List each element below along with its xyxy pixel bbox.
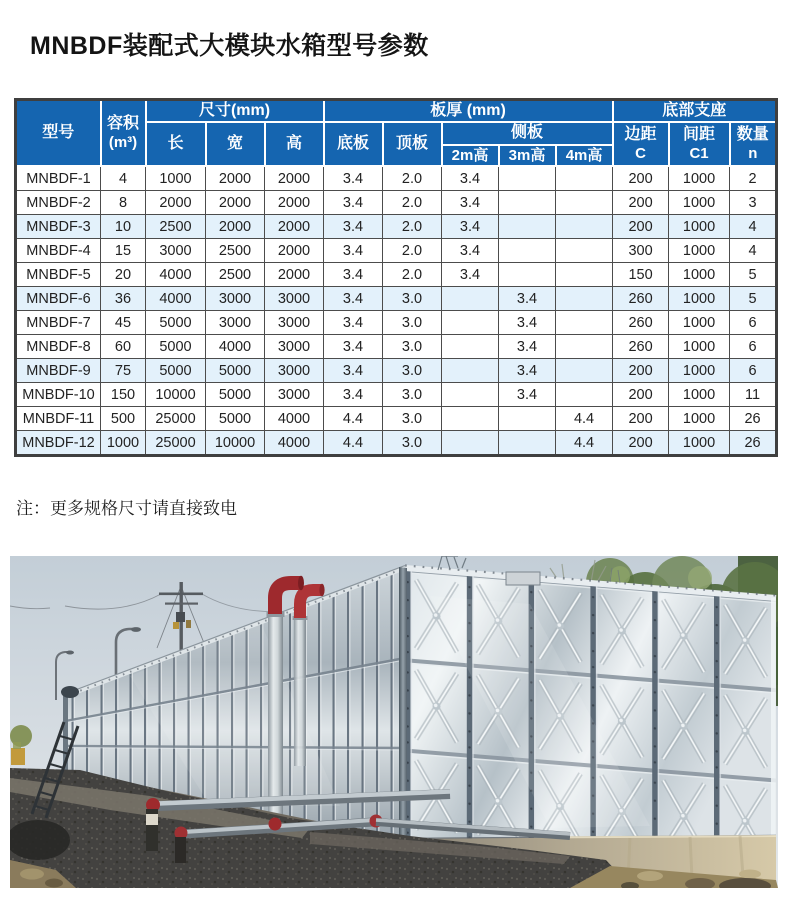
table-cell: 4000 <box>206 335 265 359</box>
group-side-plate: 侧板 <box>442 122 613 144</box>
table-cell: 3.0 <box>383 431 442 456</box>
table-cell: 3.0 <box>383 335 442 359</box>
table-cell: 4000 <box>146 287 206 311</box>
table-cell: 4000 <box>265 407 324 431</box>
table-cell: 3.4 <box>499 335 556 359</box>
table-cell: 3.4 <box>499 359 556 383</box>
group-thickness: 板厚 (mm) <box>324 100 613 123</box>
table-cell: 3000 <box>206 287 265 311</box>
table-cell: 3.4 <box>442 166 499 191</box>
table-cell: MNBDF-4 <box>16 239 101 263</box>
col-spacing-c1: 间距 C1 <box>669 122 730 166</box>
table-cell: 6 <box>730 335 777 359</box>
table-cell: 4 <box>730 239 777 263</box>
table-cell: 1000 <box>669 311 730 335</box>
table-cell <box>442 311 499 335</box>
note: 注：更多规格尺寸请直接致电 <box>16 499 237 518</box>
table-cell: 2500 <box>146 215 206 239</box>
table-cell: 3.4 <box>324 263 383 287</box>
table-cell: 300 <box>613 239 669 263</box>
table-cell: 1000 <box>669 215 730 239</box>
table-cell: 1000 <box>669 335 730 359</box>
table-cell: 3.4 <box>324 383 383 407</box>
table-cell: 4 <box>101 166 146 191</box>
table-cell <box>556 335 613 359</box>
col-length: 长 <box>146 122 206 166</box>
table-cell <box>442 431 499 456</box>
table-cell: 4 <box>730 215 777 239</box>
col-model: 型号 <box>16 100 101 167</box>
table-cell: 3.4 <box>324 311 383 335</box>
table-cell: 5 <box>730 287 777 311</box>
table-cell: 36 <box>101 287 146 311</box>
table-cell: 2000 <box>265 263 324 287</box>
table-cell: 2 <box>730 166 777 191</box>
table-cell: 2500 <box>206 263 265 287</box>
table-cell: 3000 <box>146 239 206 263</box>
table-cell: 3.4 <box>324 287 383 311</box>
table-cell: 3.0 <box>383 407 442 431</box>
table-cell <box>556 311 613 335</box>
table-cell: 2500 <box>206 239 265 263</box>
table-cell: 5000 <box>206 407 265 431</box>
table-cell: 15 <box>101 239 146 263</box>
table-cell <box>556 263 613 287</box>
table-cell: 10000 <box>206 431 265 456</box>
table-cell <box>442 359 499 383</box>
table-cell: 2000 <box>265 239 324 263</box>
table-cell: 3.4 <box>324 215 383 239</box>
table-cell: 3.4 <box>442 239 499 263</box>
table-header <box>16 100 777 167</box>
table-cell: 5000 <box>146 311 206 335</box>
table-row <box>16 239 777 263</box>
table-row <box>16 166 777 191</box>
spec-table <box>14 98 778 457</box>
col-bottom-plate: 底板 <box>324 122 383 166</box>
table-cell: 2000 <box>206 166 265 191</box>
table-cell: MNBDF-6 <box>16 287 101 311</box>
table-cell: 200 <box>613 191 669 215</box>
table-cell: 1000 <box>669 359 730 383</box>
table-cell: 3000 <box>265 383 324 407</box>
table-row <box>16 407 777 431</box>
table-cell: MNBDF-2 <box>16 191 101 215</box>
product-photo <box>10 556 778 888</box>
col-side-3m: 3m高 <box>499 145 556 166</box>
table-cell: 3.4 <box>324 191 383 215</box>
table-body <box>16 166 777 456</box>
table-cell: MNBDF-5 <box>16 263 101 287</box>
table-cell <box>499 407 556 431</box>
table-cell: 3.4 <box>324 335 383 359</box>
table-cell: 5000 <box>146 359 206 383</box>
col-width: 宽 <box>206 122 265 166</box>
table-cell: 200 <box>613 383 669 407</box>
table-cell: 1000 <box>669 287 730 311</box>
table-cell: 3.4 <box>324 239 383 263</box>
table-row <box>16 335 777 359</box>
table-cell: 2000 <box>146 191 206 215</box>
table-cell: MNBDF-12 <box>16 431 101 456</box>
table-cell: 200 <box>613 407 669 431</box>
page-title: MNBDF装配式大模块水箱型号参数 <box>30 32 429 60</box>
table-row <box>16 263 777 287</box>
table-cell: MNBDF-11 <box>16 407 101 431</box>
table-cell: 1000 <box>101 431 146 456</box>
table-cell: 2.0 <box>383 166 442 191</box>
group-size: 尺寸(mm) <box>146 100 324 123</box>
table-cell <box>442 407 499 431</box>
table-cell: 2000 <box>265 191 324 215</box>
col-edge-c: 边距 C <box>613 122 669 166</box>
table-row <box>16 359 777 383</box>
table-cell: 1000 <box>669 166 730 191</box>
table-cell: 1000 <box>669 191 730 215</box>
table-cell: 5 <box>730 263 777 287</box>
table-cell: 2.0 <box>383 239 442 263</box>
table-cell: MNBDF-8 <box>16 335 101 359</box>
table-cell: 3.4 <box>324 166 383 191</box>
table-cell: 3000 <box>265 287 324 311</box>
table-cell: 5000 <box>206 359 265 383</box>
table-cell: MNBDF-7 <box>16 311 101 335</box>
table-cell: 60 <box>101 335 146 359</box>
table-cell: 2.0 <box>383 263 442 287</box>
table-row <box>16 191 777 215</box>
table-cell <box>499 239 556 263</box>
table-cell: 4.4 <box>324 431 383 456</box>
table-cell: 3.4 <box>324 359 383 383</box>
table-cell: 4.4 <box>556 407 613 431</box>
table-cell <box>442 287 499 311</box>
table-cell <box>442 335 499 359</box>
water-tank-photo-illustration <box>10 556 778 888</box>
col-count-n: 数量 n <box>730 122 777 166</box>
col-top-plate: 顶板 <box>383 122 442 166</box>
table-row <box>16 287 777 311</box>
table-cell: 11 <box>730 383 777 407</box>
table-cell: 1000 <box>669 383 730 407</box>
table-cell <box>499 431 556 456</box>
table-cell: 75 <box>101 359 146 383</box>
table-cell: 3.4 <box>499 287 556 311</box>
table-cell: 3000 <box>265 359 324 383</box>
table-cell <box>499 263 556 287</box>
table-cell: 3.0 <box>383 311 442 335</box>
table-cell: 1000 <box>669 407 730 431</box>
table-cell: 2.0 <box>383 215 442 239</box>
table-cell: 3.0 <box>383 359 442 383</box>
table-cell <box>556 359 613 383</box>
table-cell: 4000 <box>265 431 324 456</box>
table-cell <box>556 191 613 215</box>
table-cell: 260 <box>613 287 669 311</box>
table-cell: 3.4 <box>442 215 499 239</box>
table-cell: 3000 <box>265 335 324 359</box>
table-cell: 3.0 <box>383 383 442 407</box>
table-cell <box>499 215 556 239</box>
table-cell <box>556 166 613 191</box>
table-cell <box>556 383 613 407</box>
table-cell: 3.4 <box>442 263 499 287</box>
col-side-4m: 4m高 <box>556 145 613 166</box>
table-cell: 45 <box>101 311 146 335</box>
table-cell: 1000 <box>669 239 730 263</box>
table-cell: 5000 <box>146 335 206 359</box>
table-cell: 3000 <box>206 311 265 335</box>
table-cell: 25000 <box>146 407 206 431</box>
group-support: 底部支座 <box>613 100 777 123</box>
table-cell: 260 <box>613 311 669 335</box>
table-cell <box>499 191 556 215</box>
table-cell: 3.4 <box>499 311 556 335</box>
table-cell: 3 <box>730 191 777 215</box>
table-cell: 8 <box>101 191 146 215</box>
table-cell <box>442 383 499 407</box>
col-side-2m: 2m高 <box>442 145 499 166</box>
table-cell: 10000 <box>146 383 206 407</box>
tank-front-wall <box>405 566 776 840</box>
table-cell: 150 <box>613 263 669 287</box>
table-cell: 2.0 <box>383 191 442 215</box>
table-cell: 3.4 <box>499 383 556 407</box>
table-cell: 200 <box>613 359 669 383</box>
table-cell: 6 <box>730 359 777 383</box>
table-cell: 500 <box>101 407 146 431</box>
table-cell: 20 <box>101 263 146 287</box>
table-row <box>16 383 777 407</box>
table-row <box>16 431 777 456</box>
table-row <box>16 215 777 239</box>
table-cell: 3.4 <box>442 191 499 215</box>
table-cell: MNBDF-10 <box>16 383 101 407</box>
table-cell: 4000 <box>146 263 206 287</box>
table-cell: 200 <box>613 166 669 191</box>
table-row <box>16 311 777 335</box>
table-cell: 10 <box>101 215 146 239</box>
table-cell: 1000 <box>146 166 206 191</box>
table-cell: 260 <box>613 335 669 359</box>
table-cell: 1000 <box>669 431 730 456</box>
table-cell: 2000 <box>206 215 265 239</box>
table-cell: 4.4 <box>324 407 383 431</box>
table-cell: 1000 <box>669 263 730 287</box>
table-cell <box>556 287 613 311</box>
table-cell: MNBDF-1 <box>16 166 101 191</box>
table-cell <box>556 215 613 239</box>
table-cell: 25000 <box>146 431 206 456</box>
table-cell: 200 <box>613 215 669 239</box>
table-cell: 26 <box>730 407 777 431</box>
col-capacity: 容积 (m³) <box>101 100 146 167</box>
table-cell: MNBDF-9 <box>16 359 101 383</box>
table-cell: MNBDF-3 <box>16 215 101 239</box>
table-cell <box>499 166 556 191</box>
table-cell: 3000 <box>265 311 324 335</box>
table-cell: 3.0 <box>383 287 442 311</box>
table-cell: 2000 <box>206 191 265 215</box>
table-cell: 4.4 <box>556 431 613 456</box>
table-cell: 6 <box>730 311 777 335</box>
table-cell: 2000 <box>265 166 324 191</box>
table-cell: 2000 <box>265 215 324 239</box>
table-cell: 150 <box>101 383 146 407</box>
col-height: 高 <box>265 122 324 166</box>
table-cell: 5000 <box>206 383 265 407</box>
table-cell: 200 <box>613 431 669 456</box>
table-cell <box>556 239 613 263</box>
table-cell: 26 <box>730 431 777 456</box>
